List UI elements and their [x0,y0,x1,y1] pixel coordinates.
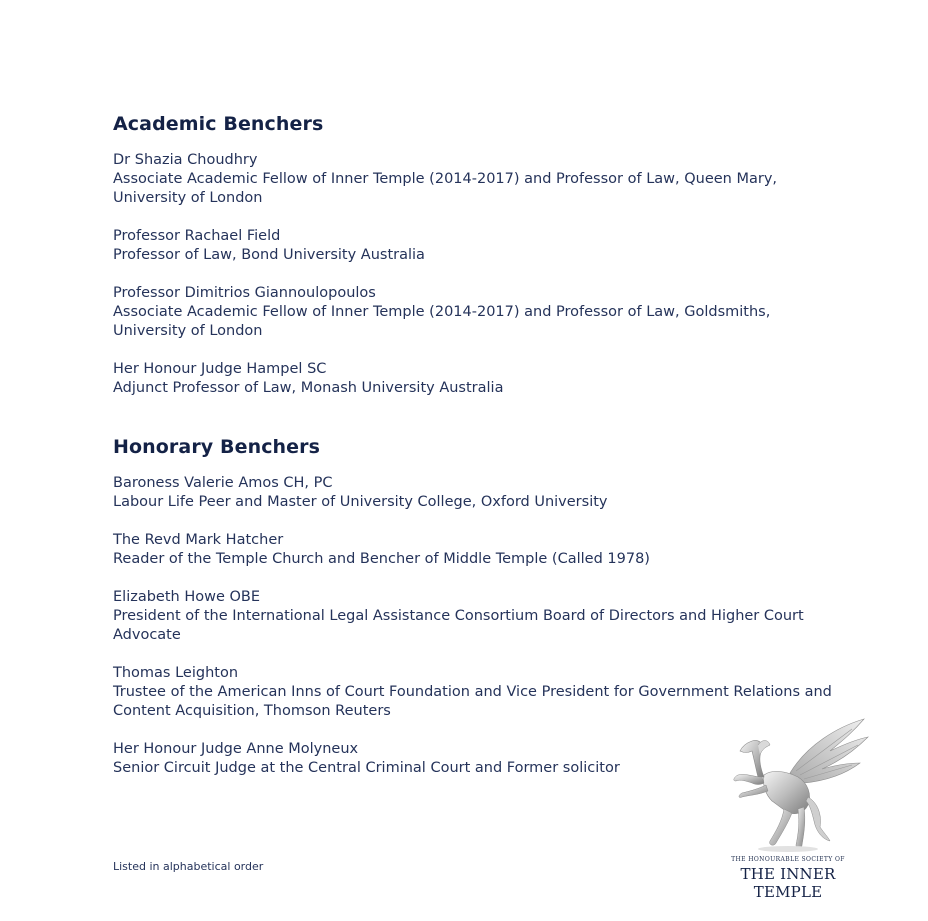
section-title-honorary: Honorary Benchers [113,436,321,458]
bencher-description: Associate Academic Fellow of Inner Temple (2014-2017) and Professor of Law, Queen Mary, University of London [113,171,778,206]
logo-society-text: THE HONOURABLE SOCIETY OF [731,856,845,863]
bencher-list [113,111,833,797]
bencher-description: Senior Circuit Judge at the Central Criminal Court and Former solicitor [113,760,620,776]
section-title-academic: Academic Benchers [113,113,324,135]
bencher-description: Reader of the Temple Church and Bencher of Middle Temple (Called 1978) [113,551,650,567]
bencher-name: The Revd Mark Hatcher [113,532,284,548]
bencher-name: Professor Dimitrios Giannoulopoulos [113,285,376,301]
pegasus-icon [712,715,872,855]
bencher-entry [113,227,833,265]
bencher-name: Her Honour Judge Hampel SC [113,361,327,377]
bencher-description: President of the International Legal Assistance Consortium Board of Directors and Higher Court Advocate [113,608,804,643]
bencher-entry [113,588,833,645]
bencher-description: Trustee of the American Inns of Court Foundation and Vice President for Government Relations and Content Acquisition, Thomson Reuters [113,684,832,719]
logo-name-text: THE INNER TEMPLE [740,865,836,901]
bencher-entry [113,360,833,398]
academic-benchers-section [113,111,833,398]
bencher-entry [113,284,833,341]
bencher-entry [113,474,833,512]
bencher-name: Dr Shazia Choudhry [113,152,258,168]
bencher-description: Associate Academic Fellow of Inner Temple (2014-2017) and Professor of Law, Goldsmiths, University of London [113,304,771,339]
bencher-name: Her Honour Judge Anne Molyneux [113,741,359,757]
bencher-description: Labour Life Peer and Master of University College, Oxford University [113,494,608,510]
footnote: Listed in alphabetical order [113,860,264,873]
bencher-name: Thomas Leighton [113,665,239,681]
bencher-name: Baroness Valerie Amos CH, PC [113,475,333,491]
bencher-name: Professor Rachael Field [113,228,281,244]
bencher-entry [113,151,833,208]
bencher-description: Adjunct Professor of Law, Monash University Australia [113,380,504,396]
bencher-description: Professor of Law, Bond University Australia [113,247,425,263]
bencher-name: Elizabeth Howe OBE [113,589,261,605]
bencher-entry [113,531,833,569]
bencher-entry [113,664,833,721]
inner-temple-logo [712,715,872,901]
